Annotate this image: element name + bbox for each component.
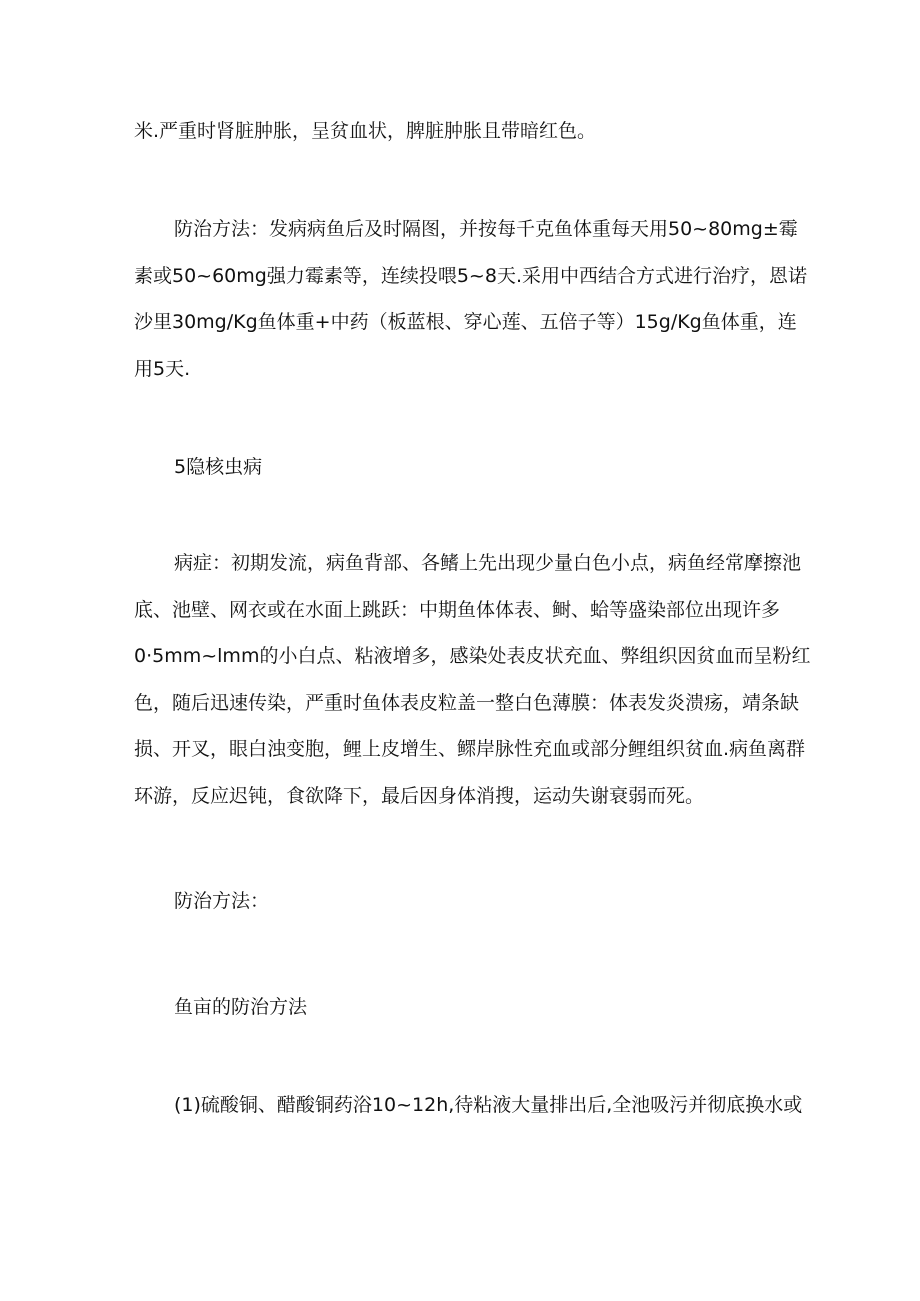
heading-text: 5隐核虫病 [174, 456, 263, 478]
heading-text: 鱼亩的防治方法 [174, 996, 308, 1018]
paragraph-treatment-step-1 [134, 1082, 803, 1129]
text-line: 环游，反应迟钝，食欲降下，最后因身体消搜，运动失谢衰弱而死。 [134, 784, 705, 807]
text-line: 色，随后迅速传染，严重时鱼体表皮粒盖一整白色薄膜：体表发炎溃疡，靖条缺 [134, 691, 800, 714]
paragraph-treatment-method-1 [134, 206, 807, 392]
section-heading-ich [134, 444, 794, 491]
text-line: 底、池壁、网衣或在水面上跳跃：中期鱼体体表、鲥、蛤等盛染部位出现许多 [134, 598, 781, 621]
text-line: 用5天. [134, 357, 191, 380]
heading-text: 防治方法： [174, 890, 270, 912]
text-line: (1)硫酸铜、醋酸铜药浴10~12h,待粘液大量排出后,全池吸污并彻底换水或 [174, 1094, 803, 1116]
text-line: 素或50~60mg强力霉素等，连续投喂5~8天.采用中西结合方式进行治疗，恩诺 [134, 264, 807, 287]
section-heading-fish-lice [134, 984, 794, 1031]
text-line: 防治方法：发病病鱼后及时隔图，并按每千克鱼体重每天用50~80mg±霉 [174, 218, 798, 240]
text-line: 沙里30mg∕Kg鱼体重+中药（板蓝根、穿心莲、五倍子等）15g∕Kg鱼体重，连 [134, 311, 797, 333]
paragraph-symptoms [134, 540, 811, 819]
text-line: 损、开叉，眼白浊变胞，鲤上皮增生、鳏岸脉性充血或部分鲤组织贫血.病鱼离群 [134, 738, 806, 760]
text-line: 0·5mm~lmm的小白点、粘液增多，感染处表皮状充血、弊组织因贫血而呈粉红 [134, 645, 811, 667]
text-line: 米.严重时肾脏肿胀，呈贫血状，脾脏肿胀且带暗红色。 [134, 120, 597, 142]
section-heading-treatment [134, 878, 794, 925]
paragraph-kidney-symptoms [134, 108, 794, 155]
text-line: 病症：初期发流，病鱼背部、各鳍上先出现少量白色小点，病鱼经常摩擦池 [174, 552, 802, 574]
